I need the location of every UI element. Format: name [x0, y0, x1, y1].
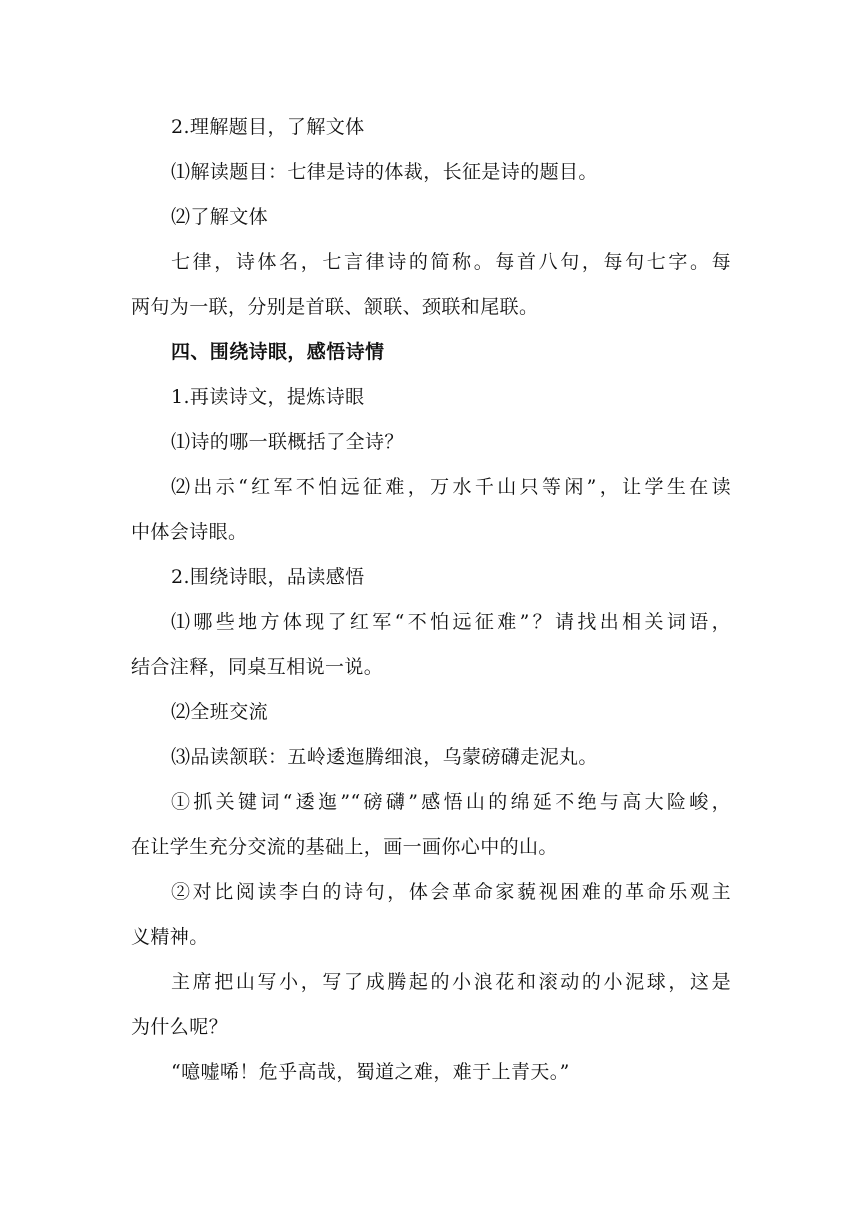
paragraph: ⑴诗的哪一联概括了全诗？ — [171, 431, 404, 453]
paragraph-line: ⑵出示“红军不怕远征难，万水千山只等闲”，让学生在读 — [171, 476, 731, 498]
paragraph-line: 主席把山写小，写了成腾起的小浪花和滚动的小泥球，这是 — [171, 971, 731, 993]
paragraph: ⑵了解文体 — [171, 206, 269, 228]
paragraph-line: ①抓关键词“逶迤”“磅礴”感悟山的绵延不绝与高大险峻， — [171, 791, 731, 813]
document-body — [131, 112, 731, 1087]
paragraph-line: 为什么呢？ — [131, 1016, 229, 1038]
paragraph-line: 义精神。 — [131, 926, 209, 948]
paragraph: ⑴解读题目：七律是诗的体裁，长征是诗的题目。 — [171, 161, 598, 183]
section-heading: 四、围绕诗眼，感悟诗情 — [171, 341, 385, 363]
subheading-reread: 1.再读诗文，提炼诗眼 — [171, 386, 365, 408]
paragraph-line: 中体会诗眼。 — [131, 521, 248, 543]
paragraph-line: 两句为一联，分别是首联、颔联、颈联和尾联。 — [131, 296, 539, 318]
subheading-appreciate: 2.围绕诗眼，品读感悟 — [171, 566, 365, 588]
paragraph-line: 在让学生充分交流的基础上，画一画你心中的山。 — [131, 836, 558, 858]
paragraph-line: 七律，诗体名，七言律诗的简称。每首八句，每句七字。每 — [171, 251, 731, 273]
subheading-understand-title: 2.理解题目，了解文体 — [171, 116, 365, 138]
paragraph-line: 结合注释，同桌互相说一说。 — [131, 656, 384, 678]
paragraph-line: ②对比阅读李白的诗句，体会革命家藐视困难的革命乐观主 — [171, 881, 731, 903]
paragraph: ⑶品读颔联：五岭逶迤腾细浪，乌蒙磅礴走泥丸。 — [171, 746, 598, 768]
paragraph-line: ⑴哪些地方体现了红军“不怕远征难”？请找出相关词语， — [171, 611, 731, 633]
paragraph: ⑵全班交流 — [171, 701, 269, 723]
quote-line: “噫嘘唏！危乎高哉，蜀道之难，难于上青天。” — [171, 1061, 570, 1083]
